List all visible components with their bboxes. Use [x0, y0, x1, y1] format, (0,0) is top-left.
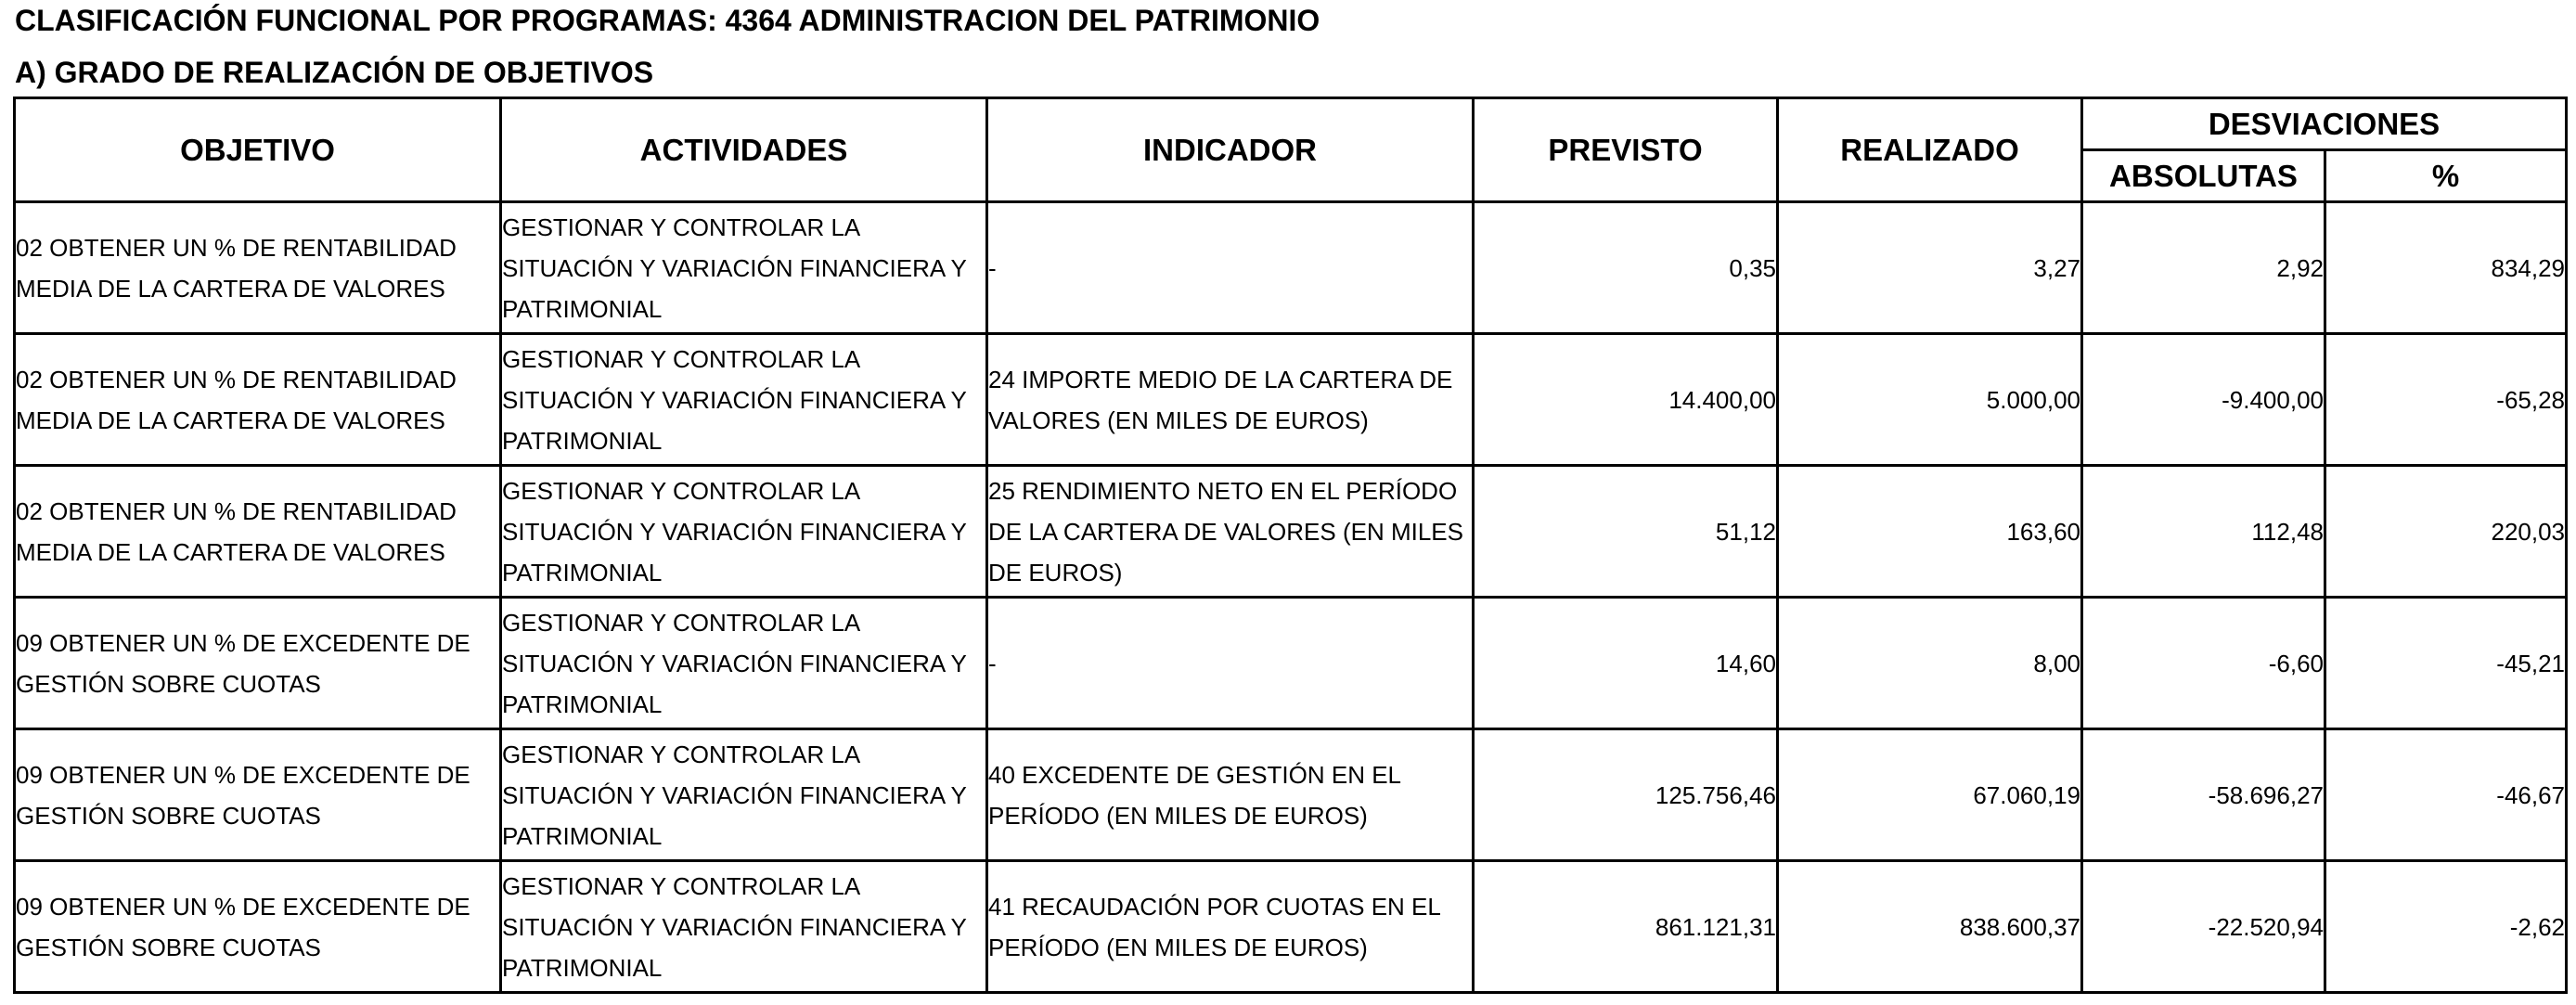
table-row — [15, 334, 2567, 466]
cell-previsto: 125.756,46 — [1474, 729, 1778, 861]
cell-indicador: 24 IMPORTE MEDIO DE LA CARTERA DE VALORES (EN MILES DE EUROS) — [987, 334, 1474, 466]
cell-actividades: GESTIONAR Y CONTROLAR LA SITUACIÓN Y VARIACIÓN FINANCIERA Y PATRIMONIAL — [501, 334, 987, 466]
cell-objetivo: 02 OBTENER UN % DE RENTABILIDAD MEDIA DE LA CARTERA DE VALORES — [15, 466, 501, 598]
cell-objetivo: 02 OBTENER UN % DE RENTABILIDAD MEDIA DE LA CARTERA DE VALORES — [15, 202, 501, 334]
cell-previsto: 14,60 — [1474, 598, 1778, 729]
page-title: CLASIFICACIÓN FUNCIONAL POR PROGRAMAS: 4364 ADMINISTRACION DEL PATRIMONIO — [15, 4, 1320, 37]
cell-absolutas: -22.520,94 — [2082, 861, 2325, 993]
cell-actividades: GESTIONAR Y CONTROLAR LA SITUACIÓN Y VARIACIÓN FINANCIERA Y PATRIMONIAL — [501, 729, 987, 861]
cell-objetivo: 09 OBTENER UN % DE EXCEDENTE DE GESTIÓN SOBRE CUOTAS — [15, 729, 501, 861]
table-row — [15, 861, 2567, 993]
cell-previsto: 51,12 — [1474, 466, 1778, 598]
table-row — [15, 598, 2567, 729]
column-header-desviaciones: DESVIACIONES — [2082, 98, 2567, 150]
cell-objetivo: 02 OBTENER UN % DE RENTABILIDAD MEDIA DE LA CARTERA DE VALORES — [15, 334, 501, 466]
cell-porcentaje: 834,29 — [2325, 202, 2567, 334]
cell-objetivo: 09 OBTENER UN % DE EXCEDENTE DE GESTIÓN SOBRE CUOTAS — [15, 861, 501, 993]
column-header-previsto: PREVISTO — [1474, 98, 1778, 202]
table-row — [15, 202, 2567, 334]
cell-porcentaje: -46,67 — [2325, 729, 2567, 861]
cell-absolutas: 112,48 — [2082, 466, 2325, 598]
cell-realizado: 163,60 — [1778, 466, 2082, 598]
cell-realizado: 67.060,19 — [1778, 729, 2082, 861]
cell-porcentaje: 220,03 — [2325, 466, 2567, 598]
cell-indicador: 25 RENDIMIENTO NETO EN EL PERÍODO DE LA CARTERA DE VALORES (EN MILES DE EUROS) — [987, 466, 1474, 598]
cell-previsto: 861.121,31 — [1474, 861, 1778, 993]
column-header-objetivo: OBJETIVO — [15, 98, 501, 202]
cell-actividades: GESTIONAR Y CONTROLAR LA SITUACIÓN Y VARIACIÓN FINANCIERA Y PATRIMONIAL — [501, 202, 987, 334]
cell-indicador: 41 RECAUDACIÓN POR CUOTAS EN EL PERÍODO (EN MILES DE EUROS) — [987, 861, 1474, 993]
cell-realizado: 3,27 — [1778, 202, 2082, 334]
cell-previsto: 0,35 — [1474, 202, 1778, 334]
cell-actividades: GESTIONAR Y CONTROLAR LA SITUACIÓN Y VARIACIÓN FINANCIERA Y PATRIMONIAL — [501, 598, 987, 729]
column-header-absolutas: ABSOLUTAS — [2082, 150, 2325, 202]
objectives-table — [13, 97, 2568, 994]
cell-previsto: 14.400,00 — [1474, 334, 1778, 466]
cell-porcentaje: -65,28 — [2325, 334, 2567, 466]
column-header-actividades: ACTIVIDADES — [501, 98, 987, 202]
column-header-porcentaje: % — [2325, 150, 2567, 202]
cell-porcentaje: -2,62 — [2325, 861, 2567, 993]
cell-indicador: - — [987, 202, 1474, 334]
cell-actividades: GESTIONAR Y CONTROLAR LA SITUACIÓN Y VARIACIÓN FINANCIERA Y PATRIMONIAL — [501, 861, 987, 993]
cell-absolutas: 2,92 — [2082, 202, 2325, 334]
cell-actividades: GESTIONAR Y CONTROLAR LA SITUACIÓN Y VARIACIÓN FINANCIERA Y PATRIMONIAL — [501, 466, 987, 598]
cell-indicador: - — [987, 598, 1474, 729]
cell-realizado: 838.600,37 — [1778, 861, 2082, 993]
column-header-indicador: INDICADOR — [987, 98, 1474, 202]
cell-absolutas: -9.400,00 — [2082, 334, 2325, 466]
section-title: A) GRADO DE REALIZACIÓN DE OBJETIVOS — [15, 56, 654, 89]
cell-realizado: 5.000,00 — [1778, 334, 2082, 466]
table-row — [15, 466, 2567, 598]
cell-realizado: 8,00 — [1778, 598, 2082, 729]
cell-porcentaje: -45,21 — [2325, 598, 2567, 729]
cell-indicador: 40 EXCEDENTE DE GESTIÓN EN EL PERÍODO (EN MILES DE EUROS) — [987, 729, 1474, 861]
column-header-realizado: REALIZADO — [1778, 98, 2082, 202]
table-row — [15, 729, 2567, 861]
cell-absolutas: -6,60 — [2082, 598, 2325, 729]
header-row — [15, 98, 2567, 150]
cell-objetivo: 09 OBTENER UN % DE EXCEDENTE DE GESTIÓN SOBRE CUOTAS — [15, 598, 501, 729]
cell-absolutas: -58.696,27 — [2082, 729, 2325, 861]
